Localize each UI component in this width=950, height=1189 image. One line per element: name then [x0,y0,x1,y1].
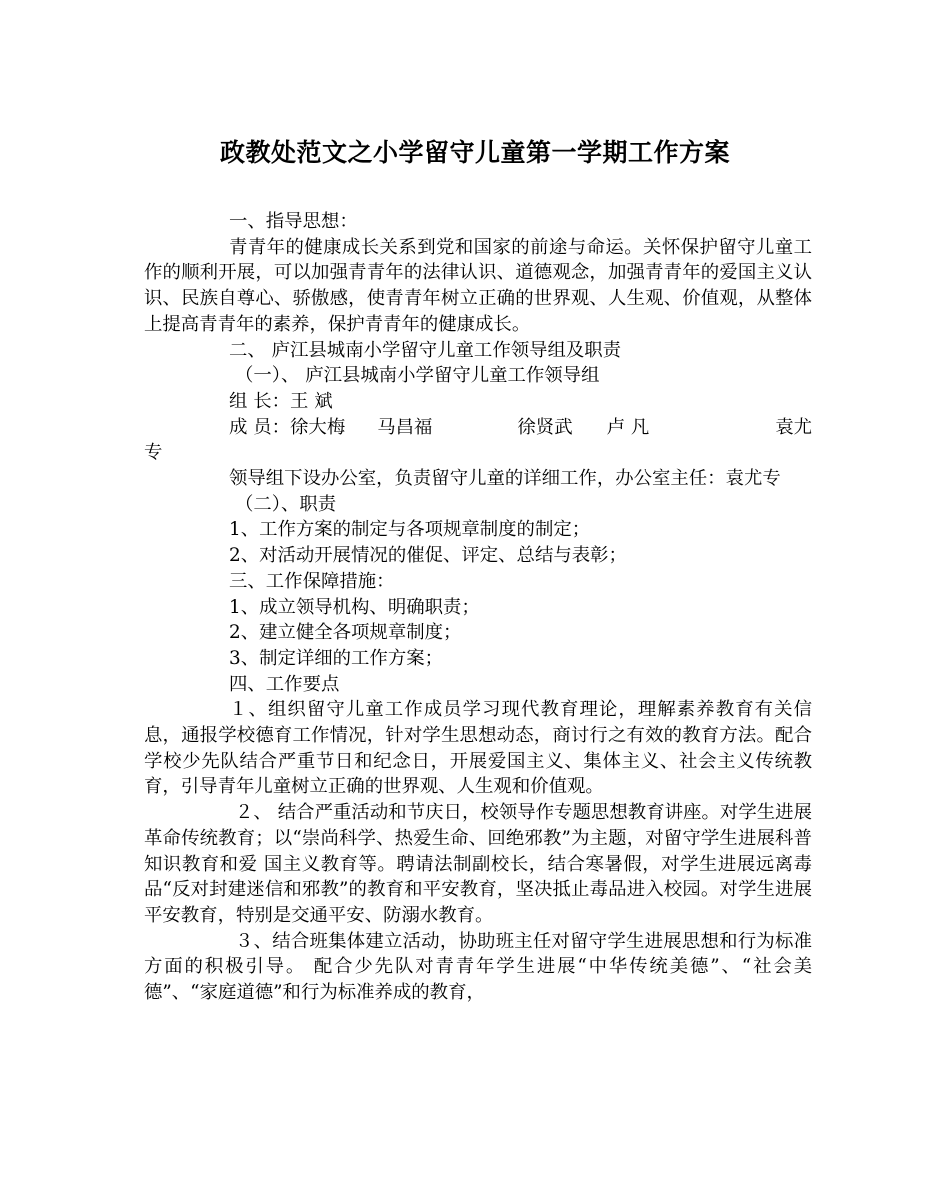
section-2-subheading-2: （二）、职责 [235,493,337,515]
section-4-heading: 四、工作要点 [229,673,340,695]
member-name: 马昌福 [377,416,433,438]
members-label: 成 员： [229,416,291,438]
members-line [144,415,812,441]
leader-line [144,389,812,415]
document-body [144,209,812,1006]
office-paragraph: 领导组下设办公室，负责留守儿童的详细工作，办公室主任：袁尤专 [229,468,781,490]
section-1-paragraph: 青青年的健康成长关系到党和国家的前途与命运。关怀保护留守儿童工作的顺利开展，可以加强青青年的法律认识、道德观念，加强青青年的爱国主义认识、民族自尊心、骄傲感，使青青年树立正确的世界观、人生观、价值观，从整体上提高青青年的素养，保护青青年的健康成长。 [144,236,812,335]
measure-item: 3、制定详细的工作方案； [229,647,443,669]
work-point-2: ２、 结合严重活动和节庆日，校领导作专题思想教育讲座。对学生进展革命传统教育；以“崇尚科学、热爱生命、回绝邪教”为主题，对留守学生进展科普知识教育和爱 国主义教育等。聘请法制副校长，结合寒暑假，对学生进展远离毒品“反对封建迷信和邪教”的教育和平安教育，坚决抵止毒品进入校园。对学生进展平安教育，特别是交通平安、防溺水教育。 [144,802,812,926]
work-point-1: １、组织留守儿童工作成员学习现代教育理论，理解素养教育有关信息，通报学校德育工作情况，针对学生思想动态，商讨行之有效的教育方法。配合学校少先队结合严重节日和纪念日，开展爱国主义、集体主义、社会主义传统教育，引导青年儿童树立正确的世界观、人生观和价值观。 [144,699,812,798]
section-3-heading: 三、工作保障措施： [229,570,395,592]
section-2-heading: 二、 庐江县城南小学留守儿童工作领导组及职责 [229,339,622,361]
work-point-3: ３、结合班集体建立活动，协助班主任对留守学生进展思想和行为标准方面的积极引导。 配合少先队对青青年学生进展“中华传统美德”、“社会美德”、“家庭道德”和行为标准养成的教育， [144,930,812,1004]
document-title: 政教处范文之小学留守儿童第一学期工作方案 [219,138,730,167]
measure-item: 1、成立领导机构、明确职责； [229,596,480,618]
member-name-continued: 专 [144,442,163,464]
member-name: 卢 凡 [606,416,650,438]
duty-item: 1、工作方案的制定与各项规章制度的制定； [229,519,591,541]
measure-item: 2、建立健全各项规章制度； [229,622,462,644]
member-name: 徐大梅 [290,416,346,438]
leader-name: 王 斌 [290,390,333,412]
section-1-heading: 一、指导思想： [229,211,358,232]
section-2-subheading-1: （一）、 庐江县城南小学留守儿童工作领导组 [235,365,600,387]
member-name: 袁尤 [775,416,812,438]
duty-item: 2、对活动开展情况的催促、评定、总结与表彰； [229,545,627,567]
leader-label: 组 长： [229,390,291,412]
member-name: 徐贤武 [517,416,573,438]
